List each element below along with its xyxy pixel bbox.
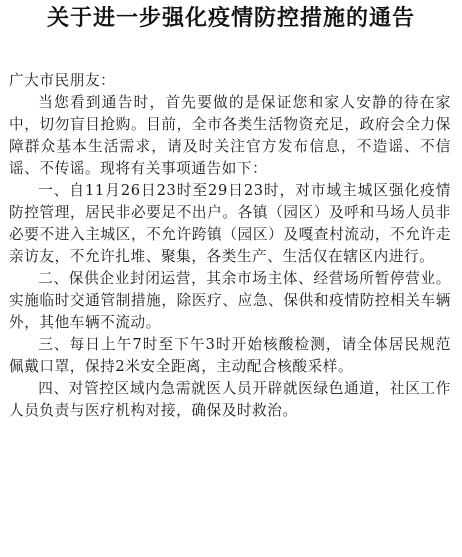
notice-body: [9, 70, 451, 422]
greeting: 广大市民朋友：: [9, 72, 116, 89]
intro-paragraph: 当您看到通告时，首先要做的是保证您和家人安静的待在家中，切勿盲目抢购。目前，全市各类生活物资充足，政府会全力保障群众基本生活需求，请及时关注官方发布信息，不造谣、不信谣、不传谣。现将有关事项通告如下：: [9, 94, 451, 177]
item-1-paragraph: 一、自11月26日23时至29日23时，对市域主城区强化疫情防控管理，居民非必要足不出户。各镇（园区）及呼和马场人员非必要不进入主城区，不允许跨镇（园区）及嘎查村流动，不允许走亲访友，不允许扎堆、聚集，各类生产、生活仅在辖区内进行。: [9, 182, 451, 265]
item-2-paragraph: 二、保供企业封闭运营，其余市场主体、经营场所暂停营业。实施临时交通管制措施，除医疗、应急、保供和疫情防控相关车辆外，其他车辆不流动。: [9, 270, 451, 331]
item-3-paragraph: 三、每日上午7时至下午3时开始核酸检测，请全体居民规范佩戴口罩，保持2米安全距离，主动配合核酸采样。: [9, 336, 451, 375]
notice-title: 关于进一步强化疫情防控措施的通告: [46, 6, 415, 31]
item-4-paragraph: 四、对管控区域内急需就医人员开辟就医绿色通道，社区工作人员负责与医疗机构对接，确保及时救治。: [9, 380, 451, 419]
